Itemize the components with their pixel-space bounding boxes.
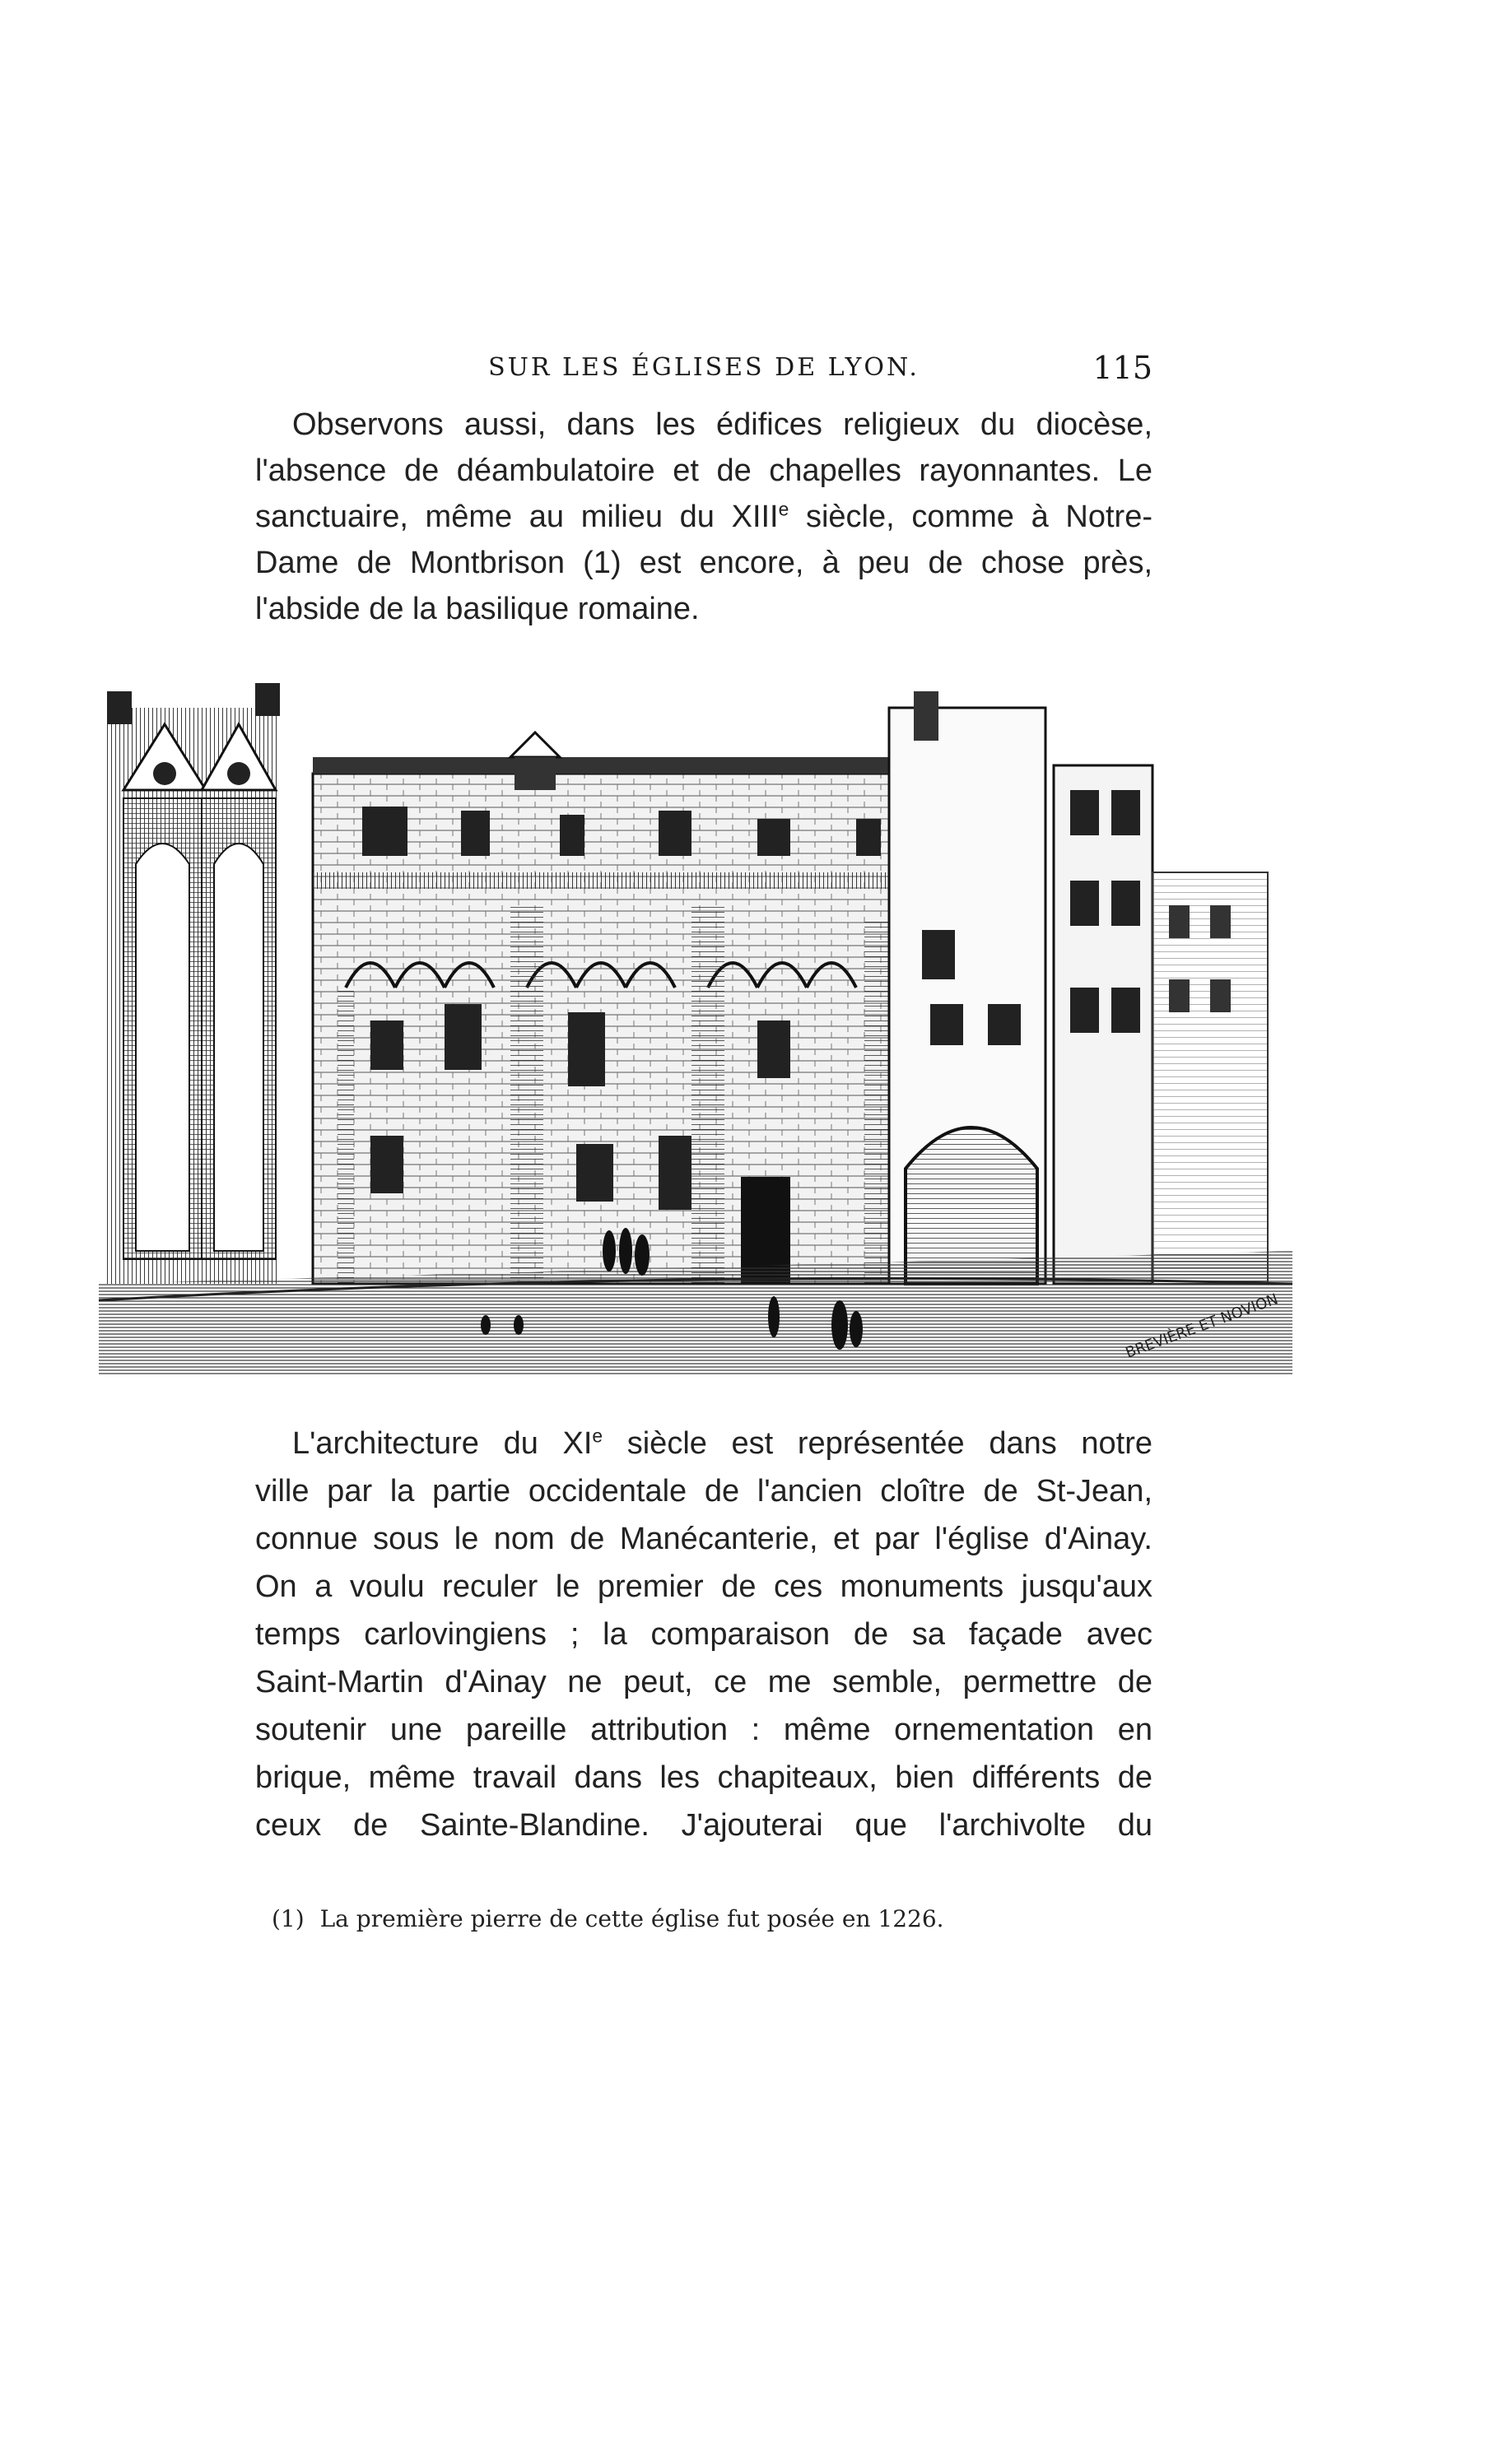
superscript: e bbox=[592, 1425, 603, 1447]
text-line: ville par la partie occidentale de l'ancien cloître de St-Jean, bbox=[255, 1474, 1152, 1509]
tall-house bbox=[889, 691, 1152, 1284]
engraving-svg bbox=[99, 675, 1292, 1374]
running-title: SUR LES ÉGLISES DE LYON. bbox=[488, 353, 920, 382]
text-line: temps carlovingiens ; la comparaison de sa façade avec bbox=[255, 1617, 1152, 1652]
superscript: e bbox=[778, 498, 789, 520]
text-line: Observons aussi, dans les édifices religieux du diocèse, bbox=[292, 407, 1152, 442]
cathedral-portals bbox=[107, 683, 280, 1284]
text-line: l'absence de déambulatoire et de chapelles rayonnantes. Le bbox=[255, 453, 1152, 488]
text-run: sanctuaire, même au milieu du XIII bbox=[255, 500, 779, 534]
text-line bbox=[255, 1420, 1152, 1467]
text-line bbox=[255, 494, 1152, 540]
text-run: siècle, comme à Notre- bbox=[789, 500, 1152, 534]
text-line: On a voulu reculer le premier de ces monuments jusqu'aux bbox=[255, 1569, 1152, 1604]
page-number: 115 bbox=[1092, 350, 1152, 386]
running-head bbox=[255, 350, 1152, 391]
paragraph-2 bbox=[255, 1420, 1152, 1849]
engraver-signature: BREVIÈRE ET NOVION bbox=[1123, 1290, 1281, 1362]
text-run: siècle est représentée dans notre bbox=[603, 1426, 1152, 1461]
text-run: L'architecture du XI bbox=[292, 1426, 593, 1461]
text-line: soutenir une pareille attribution : même ornementation en bbox=[255, 1713, 1152, 1747]
far-right-buildings bbox=[1152, 872, 1268, 1284]
text-line: Dame de Montbrison (1) est encore, à peu de chose près, bbox=[255, 546, 1152, 580]
text-line: l'abside de la basilique romaine. bbox=[255, 592, 700, 626]
text-line: connue sous le nom de Manécanterie, et par l'église d'Ainay. bbox=[255, 1522, 1152, 1556]
footnote-ref: (1) bbox=[272, 1905, 305, 1932]
engraving-illustration bbox=[99, 675, 1292, 1374]
text-line: Saint-Martin d'Ainay ne peut, ce me semble, permettre de bbox=[255, 1665, 1152, 1699]
paragraph-1 bbox=[255, 402, 1152, 632]
footnote bbox=[272, 1905, 1095, 1932]
text-line: brique, même travail dans les chapiteaux, bien différents de bbox=[255, 1760, 1152, 1795]
text-line: ceux de Sainte-Blandine. J'ajouterai que l'archivolte du bbox=[255, 1808, 1152, 1843]
footnote-text: La première pierre de cette église fut posée en 1226. bbox=[319, 1905, 944, 1932]
